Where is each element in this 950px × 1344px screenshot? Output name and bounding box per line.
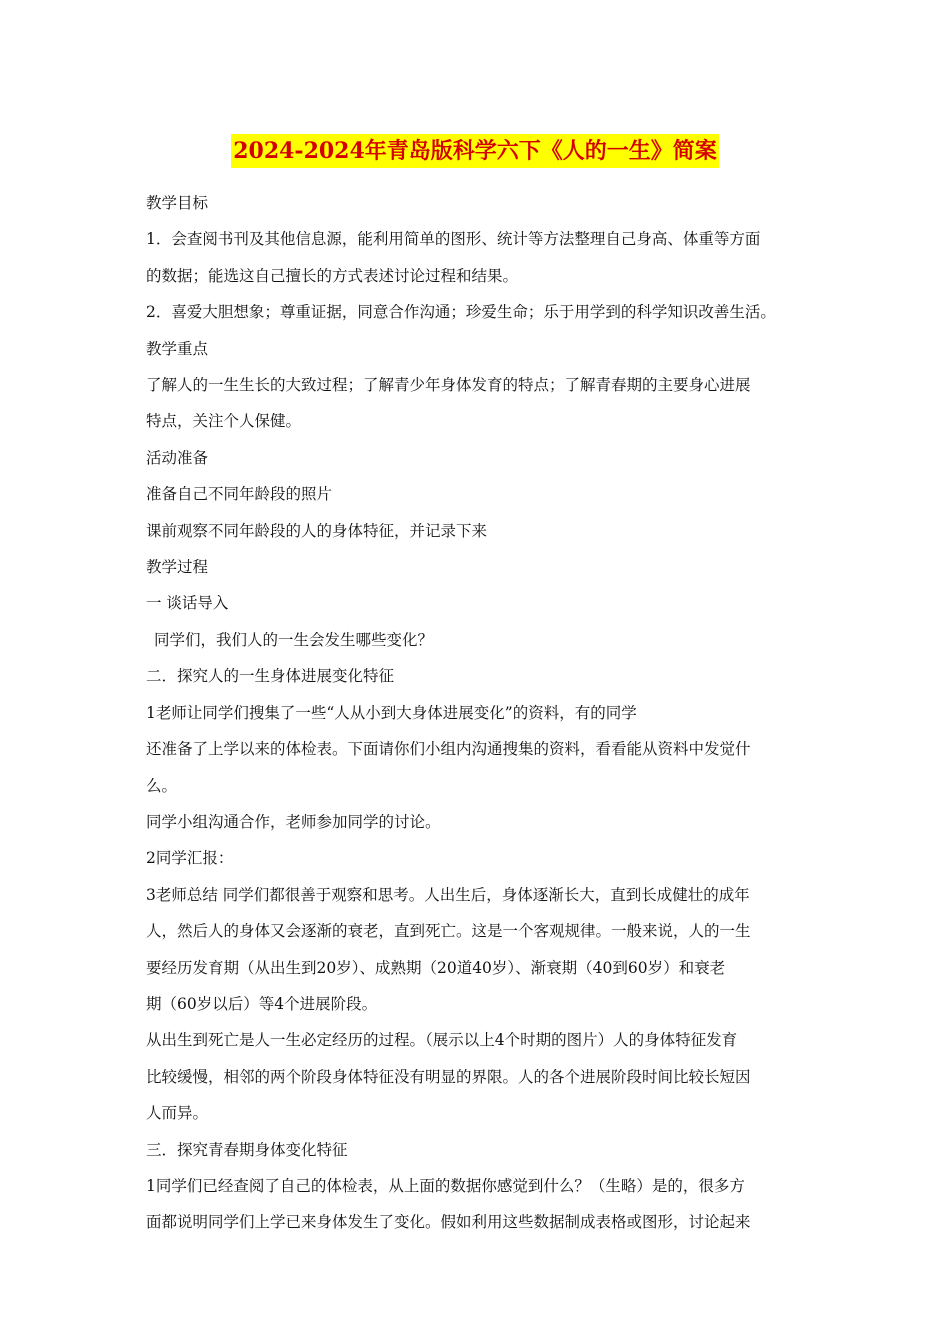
document-body (146, 185, 826, 1241)
paragraph-line: 1．会查阅书刊及其他信息源，能利用简单的图形、统计等方法整理自己身高、体重等方面 (146, 230, 761, 249)
paragraph-line: 1老师让同学们搜集了一些“人从小到大身体进展变化”的资料，有的同学 (146, 703, 637, 722)
paragraph-line: 2．喜爱大胆想象；尊重证据，同意合作沟通；珍爱生命；乐于用学到的科学知识改善生活。 (146, 303, 776, 322)
paragraph-line: 人而异。 (146, 1104, 209, 1123)
paragraph-line: 从出生到死亡是人一生必定经历的过程。（展示以上4个时期的图片）人的身体特征发育 (146, 1031, 738, 1050)
subsection-heading: 三．探究青春期身体变化特征 (146, 1140, 348, 1159)
paragraph-line: 么。 (146, 776, 178, 795)
paragraph-line: 面都说明同学们上学已来身体发生了变化。假如利用这些数据制成表格或图形，讨论起来 (146, 1213, 751, 1232)
paragraph-line: 2同学汇报： (146, 849, 234, 868)
section-heading: 教学重点 (146, 339, 209, 358)
document-title: 2024-2024年青岛版科学六下《人的一生》简案 (231, 134, 719, 168)
paragraph-line: 1同学们已经查阅了自己的体检表，从上面的数据你感觉到什么？（生略）是的，很多方 (146, 1176, 745, 1195)
paragraph-line: 的数据；能选这自己擅长的方式表述讨论过程和结果。 (146, 266, 519, 285)
section-heading: 教学过程 (146, 558, 209, 577)
subsection-heading: 二．探究人的一生身体进展变化特征 (146, 667, 395, 686)
paragraph-line: 期（60岁以后）等4个进展阶段。 (146, 994, 378, 1013)
paragraph-line: 比较缓慢，相邻的两个阶段身体特征没有明显的界限。人的各个进展阶段时间比较长短因 (146, 1067, 751, 1086)
section-heading: 活动准备 (146, 448, 209, 467)
subsection-heading: 一 谈话导入 (146, 594, 229, 613)
paragraph-line: 特点，关注个人保健。 (146, 412, 302, 431)
paragraph-line: 同学们，我们人的一生会发生哪些变化？ (154, 630, 434, 649)
paragraph-line: 同学小组沟通合作，老师参加同学的讨论。 (146, 812, 441, 831)
paragraph-line: 准备自己不同年龄段的照片 (146, 485, 333, 504)
paragraph-line: 3老师总结 同学们都很善于观察和思考。人出生后，身体逐渐长大，直到长成健壮的成年 (146, 885, 750, 904)
paragraph-line: 了解人的一生生长的大致过程；了解青少年身体发育的特点；了解青春期的主要身心进展 (146, 376, 751, 395)
title-container (0, 134, 950, 168)
paragraph-line: 要经历发育期（从出生到20岁）、成熟期（20道40岁）、渐衰期（40到60岁）和衰老 (146, 958, 726, 977)
paragraph-line: 人，然后人的身体又会逐渐的衰老，直到死亡。这是一个客观规律。一般来说，人的一生 (146, 922, 751, 941)
paragraph-line: 还准备了上学以来的体检表。下面请你们小组内沟通搜集的资料，看看能从资料中发觉什 (146, 740, 751, 759)
paragraph-line: 课前观察不同年龄段的人的身体特征，并记录下来 (146, 521, 488, 540)
section-heading: 教学目标 (146, 194, 209, 212)
